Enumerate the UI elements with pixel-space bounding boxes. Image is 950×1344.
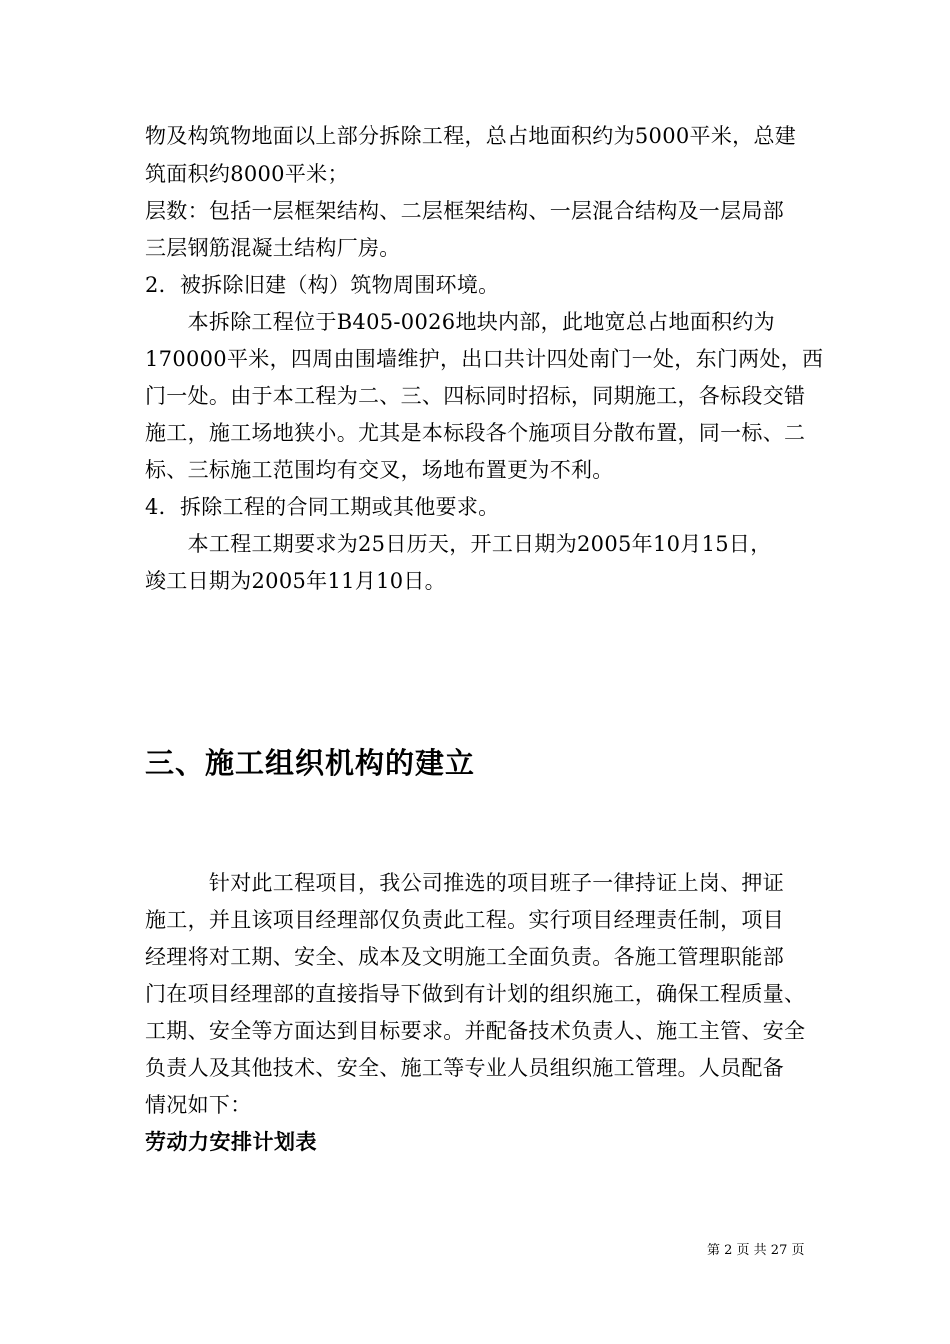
table-title: 劳动力安排计划表	[145, 1130, 317, 1154]
page-number-footer: 第 2 页 共 27 页	[707, 1243, 805, 1258]
body-text-line: 负责人及其他技术、安全、施工等专业人员组织施工管理。人员配备	[145, 1056, 784, 1080]
body-text-line: 经理将对工期、安全、成本及文明施工全面负责。各施工管理职能部	[145, 945, 784, 969]
body-text-line: 筑面积约8000平米；	[145, 162, 349, 186]
body-text-line: 标、三标施工范围均有交叉，场地布置更为不利。	[145, 458, 614, 482]
body-text-line: 层数：包括一层框架结构、二层框架结构、一层混合结构及一层局部	[145, 199, 784, 223]
body-text-line: 施工，并且该项目经理部仅负责此工程。实行项目经理责任制，项目	[145, 908, 784, 932]
body-text-line: 本拆除工程位于B405-0026地块内部，此地宽总占地面积约为	[145, 310, 775, 334]
body-text-line: 工期、安全等方面达到目标要求。并配备技术负责人、施工主管、安全	[145, 1019, 806, 1043]
body-text-line: 物及构筑物地面以上部分拆除工程，总占地面积约为5000平米，总建	[145, 124, 797, 148]
body-text-line: 本工程工期要求为25日历天，开工日期为2005年10月15日，	[145, 532, 772, 556]
list-item-heading: 4．拆除工程的合同工期或其他要求。	[145, 495, 500, 519]
list-item-heading: 2．被拆除旧建（构）筑物周围环境。	[145, 273, 500, 297]
body-text-line: 情况如下：	[145, 1093, 252, 1117]
body-text-line: 针对此工程项目，我公司推选的项目班子一律持证上岗、押证	[145, 871, 784, 895]
body-text-line: 施工，施工场地狭小。尤其是本标段各个施项目分散布置，同一标、二	[145, 421, 806, 445]
body-text-line: 三层钢筋混凝土结构厂房。	[145, 236, 401, 260]
body-text-line: 竣工日期为2005年11月10日。	[145, 569, 446, 593]
body-text-line: 170000平米，四周由围墙维护，出口共计四处南门一处，东门两处，西	[145, 347, 824, 371]
body-text-line: 门一处。由于本工程为二、三、四标同时招标，同期施工，各标段交错	[145, 384, 806, 408]
section-heading: 三、施工组织机构的建立	[145, 746, 476, 780]
body-text-line: 门在项目经理部的直接指导下做到有计划的组织施工，确保工程质量、	[145, 982, 806, 1006]
